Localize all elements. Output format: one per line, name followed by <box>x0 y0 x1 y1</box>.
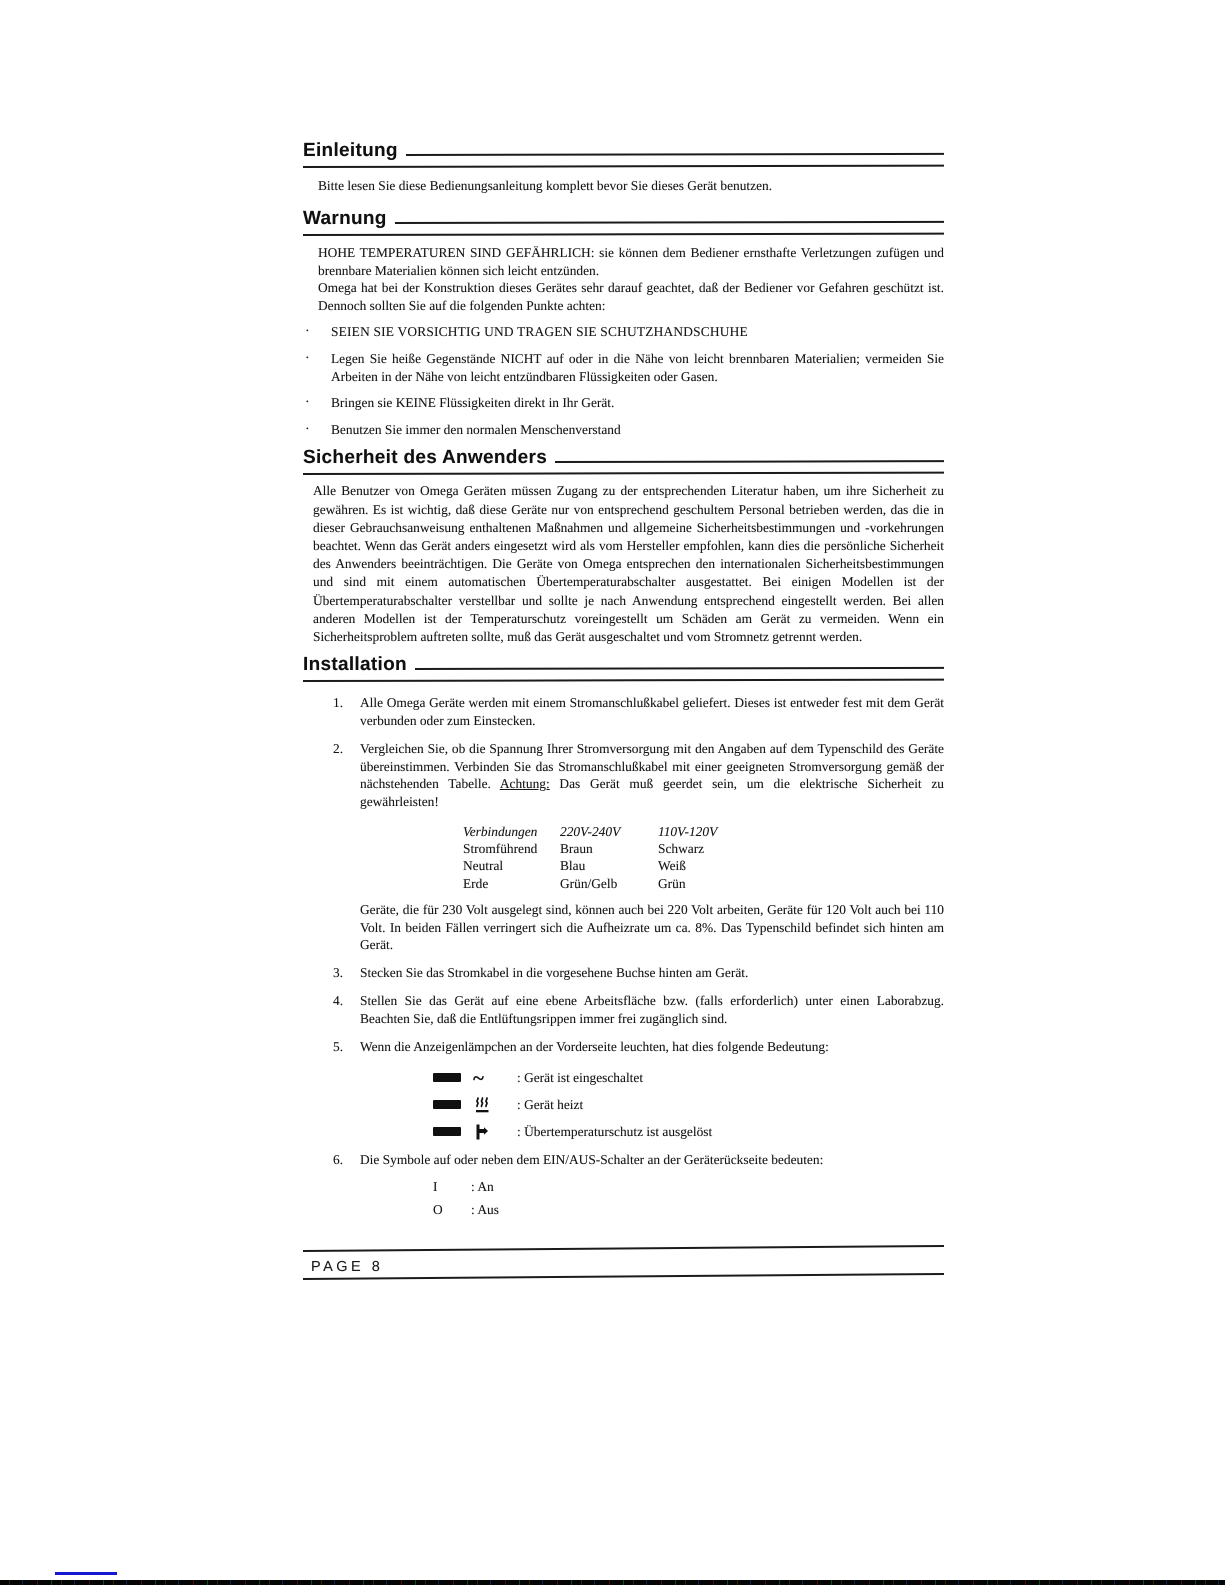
item-number: 6. <box>333 1151 344 1167</box>
wiring-table <box>463 823 944 892</box>
indicator-led-bar-icon <box>433 1127 461 1136</box>
heating-icon <box>473 1096 509 1114</box>
warning-bullet-list <box>303 323 944 439</box>
item-number: 2. <box>333 740 344 756</box>
table-cell: Grün/Gelb <box>560 875 618 891</box>
section-title-sicherheit: Sicherheit des Anwenders <box>303 447 548 469</box>
switch-off-symbol: O <box>433 1201 443 1217</box>
item-number: 4. <box>333 993 344 1009</box>
install-item-1 <box>303 694 944 730</box>
section-einleitung <box>303 140 944 195</box>
item-number: 3. <box>333 965 344 981</box>
table-cell: Braun <box>560 841 593 857</box>
installation-list <box>303 694 944 1219</box>
heading-rule <box>303 165 944 168</box>
section-title-einleitung: Einleitung <box>303 140 398 161</box>
heading-side-rule <box>555 461 944 464</box>
heading-rule <box>303 472 944 475</box>
section-heading <box>303 654 944 676</box>
warning-paragraphs <box>318 244 944 314</box>
switch-row-off <box>433 1201 944 1219</box>
wiring-table-header-row <box>463 823 944 840</box>
warning-bullet: · Legen Sie heiße Gegenstände NICHT auf oder in die Nähe von leicht brennbaren Materialien; vermeiden Sie Arbeiten in der Nähe von leicht entzündbaren Flüssigkeiten oder Gasen. <box>303 350 944 386</box>
voltage-note-paragraph: Geräte, die für 230 Volt ausgelegt sind, können auch bei 220 Volt arbeiten, Geräte für 120 Volt auch bei 110 Volt. In beiden Fällen verringert sich die Aufheizrate um ca. 8%. Das Typenschild befindet sich hinten am Gerät. <box>360 901 944 953</box>
indicator-row-overtemp <box>433 1123 944 1141</box>
indicator-meaning: : Gerät heizt <box>517 1096 584 1112</box>
install-item-3 <box>303 964 944 982</box>
table-header-cell: Verbindungen <box>463 823 538 839</box>
section-title-warnung: Warnung <box>303 208 387 229</box>
wiring-table-row <box>463 857 944 874</box>
item-text-before-achtung: Vergleichen Sie, ob die Spannung Ihrer Stromversorgung mit den Angaben auf dem Typenschild des Geräte übereinstimmen. Verbinden Sie das Stromanschlußkabel mit einer geeigneten Stromversorgung gemäß der nächstehenden Tabelle. <box>360 740 944 792</box>
warning-bullet: · Benutzen Sie immer den normalen Menschenverstand <box>303 421 944 439</box>
indicator-row-power <box>433 1065 944 1090</box>
warning-bullet: · SEIEN SIE VORSICHTIG UND TRAGEN SIE SCHUTZHANDSCHUHE <box>303 323 944 341</box>
table-cell: Neutral <box>463 858 504 874</box>
section-installation <box>303 654 944 1219</box>
wiring-table-row <box>463 840 944 857</box>
achtung-label: Achtung: <box>499 776 550 792</box>
item-text: Die Symbole auf oder neben dem EIN/AUS-Schalter an der Geräterückseite bedeuten: <box>360 1151 824 1167</box>
indicator-led-bar-icon <box>433 1073 461 1082</box>
item-text: Stecken Sie das Stromkabel in die vorgesehene Buchse hinten am Gerät. <box>360 965 749 981</box>
indicator-row-heating <box>433 1096 944 1114</box>
install-item-4 <box>303 992 944 1028</box>
table-cell: Grün <box>658 875 686 891</box>
table-cell: Erde <box>463 875 489 891</box>
overtemperature-icon <box>473 1123 509 1141</box>
switch-row-on <box>433 1178 944 1196</box>
section-title-installation: Installation <box>303 654 407 676</box>
power-wave-icon: ~ <box>473 1065 483 1090</box>
intro-paragraph: Bitte lesen Sie diese Bedienungsanleitung komplett bevor Sie dieses Gerät benutzen. <box>318 178 773 193</box>
warning-bullet: · Bringen sie KEINE Flüssigkeiten direkt in Ihr Gerät. <box>303 394 944 412</box>
section-sicherheit <box>303 447 944 646</box>
heading-side-rule <box>395 221 944 224</box>
indicator-meaning: : Übertemperaturschutz ist ausgelöst <box>517 1123 713 1139</box>
indicator-legend <box>433 1065 944 1141</box>
warning-paragraph-2: Omega hat bei der Konstruktion dieses Gerätes sehr darauf geachtet, daß der Bediener vor Gefahren geschützt ist. Dennoch sollten Sie auf die folgenden Punkte achten: <box>318 280 944 313</box>
install-item-5 <box>303 1038 944 1141</box>
switch-on-symbol: I <box>433 1178 438 1194</box>
footer-rule-top <box>303 1245 944 1252</box>
section-heading <box>303 140 944 162</box>
item-text <box>360 740 944 811</box>
install-item-6 <box>303 1151 944 1219</box>
indicator-led-bar-icon <box>433 1100 461 1109</box>
heading-side-rule <box>415 667 944 670</box>
item-text: Stellen Sie das Gerät auf eine ebene Arbeitsfläche bzw. (falls erforderlich) unter einen Laborabzug. Beachten Sie, daß die Entlüftungsrippen immer frei zugänglich sind. <box>360 993 944 1026</box>
heading-rule <box>303 679 944 682</box>
page-content <box>303 140 944 1280</box>
item-number: 5. <box>333 1038 344 1054</box>
wiring-table-row <box>463 875 944 892</box>
switch-meaning: : Aus <box>471 1201 499 1217</box>
heading-side-rule <box>406 153 944 156</box>
table-cell: Blau <box>560 858 586 874</box>
item-number: 1. <box>333 695 344 711</box>
warning-paragraph-1: HOHE TEMPERATUREN SIND GEFÄHRLICH: sie können dem Bediener ernsthafte Verletzungen zufügen und brennbare Materialien können sich leicht entzünden. <box>318 245 944 278</box>
table-cell: Schwarz <box>658 841 705 857</box>
table-cell: Weiß <box>658 858 686 874</box>
section-heading <box>303 447 944 469</box>
scan-artifact-blue-line <box>55 1572 117 1575</box>
switch-meaning: : An <box>471 1178 494 1194</box>
scan-edge-bar <box>0 1580 1225 1585</box>
item-text: Wenn die Anzeigenlämpchen an der Vorderseite leuchten, hat dies folgende Bedeutung: <box>360 1038 829 1054</box>
item-text: Alle Omega Geräte werden mit einem Stromanschlußkabel geliefert. Dieses ist entweder fest mit dem Gerät verbunden oder zum Einstecken. <box>360 695 944 728</box>
safety-paragraph: Alle Benutzer von Omega Geräten müssen Zugang zu der entsprechenden Literatur haben, um ihre Sicherheit zu gewähren. Es ist wichtig, daß diese Geräte nur von entsprechend geschultem Personal betrieben werden, das die in dieser Gebrauchsanweisung enthaltenen Maßnahmen und allgemeine Sicherheitsbestimmungen und -vorkehrungen beachtet. Wenn das Gerät anders eingesetzt wird als vom Hersteller empfohlen, kann dies die persönliche Sicherheit des Anwenders beeinträchtigen. Die Geräte von Omega entsprechen den internationalen Sicherheitsbestimmungen und sind mit einem automatischen Übertemperaturabschalter ausgestattet. Bei einigen Modellen ist der Übertemperaturabschalter verstellbar und sollte je nach Anwendung entsprechend eingestellt werden. Bei allen anderen Modellen ist der Temperaturschutz voreingestellt um Schäden am Gerät zu vermeiden. Wenn ein Sicherheitsproblem auftreten sollte, muß das Gerät ausgeschaltet und vom Stromnetz getrennt werden. <box>313 483 944 644</box>
switch-symbol-legend <box>433 1178 944 1219</box>
page-number: PAGE 8 <box>311 1258 384 1275</box>
indicator-meaning: : Gerät ist eingeschaltet <box>517 1069 644 1085</box>
table-header-cell: 110V-120V <box>658 823 718 839</box>
section-warnung <box>303 208 944 439</box>
section-heading <box>303 208 944 230</box>
heading-rule <box>303 233 944 236</box>
install-item-2 <box>303 740 944 954</box>
item-text-after-achtung: Das Gerät muß geerdet sein, um die elektrische Sicherheit zu gewährleisten! <box>360 776 944 810</box>
table-header-cell: 220V-240V <box>560 823 621 839</box>
table-cell: Stromführend <box>463 841 538 857</box>
page-footer <box>303 1250 944 1280</box>
